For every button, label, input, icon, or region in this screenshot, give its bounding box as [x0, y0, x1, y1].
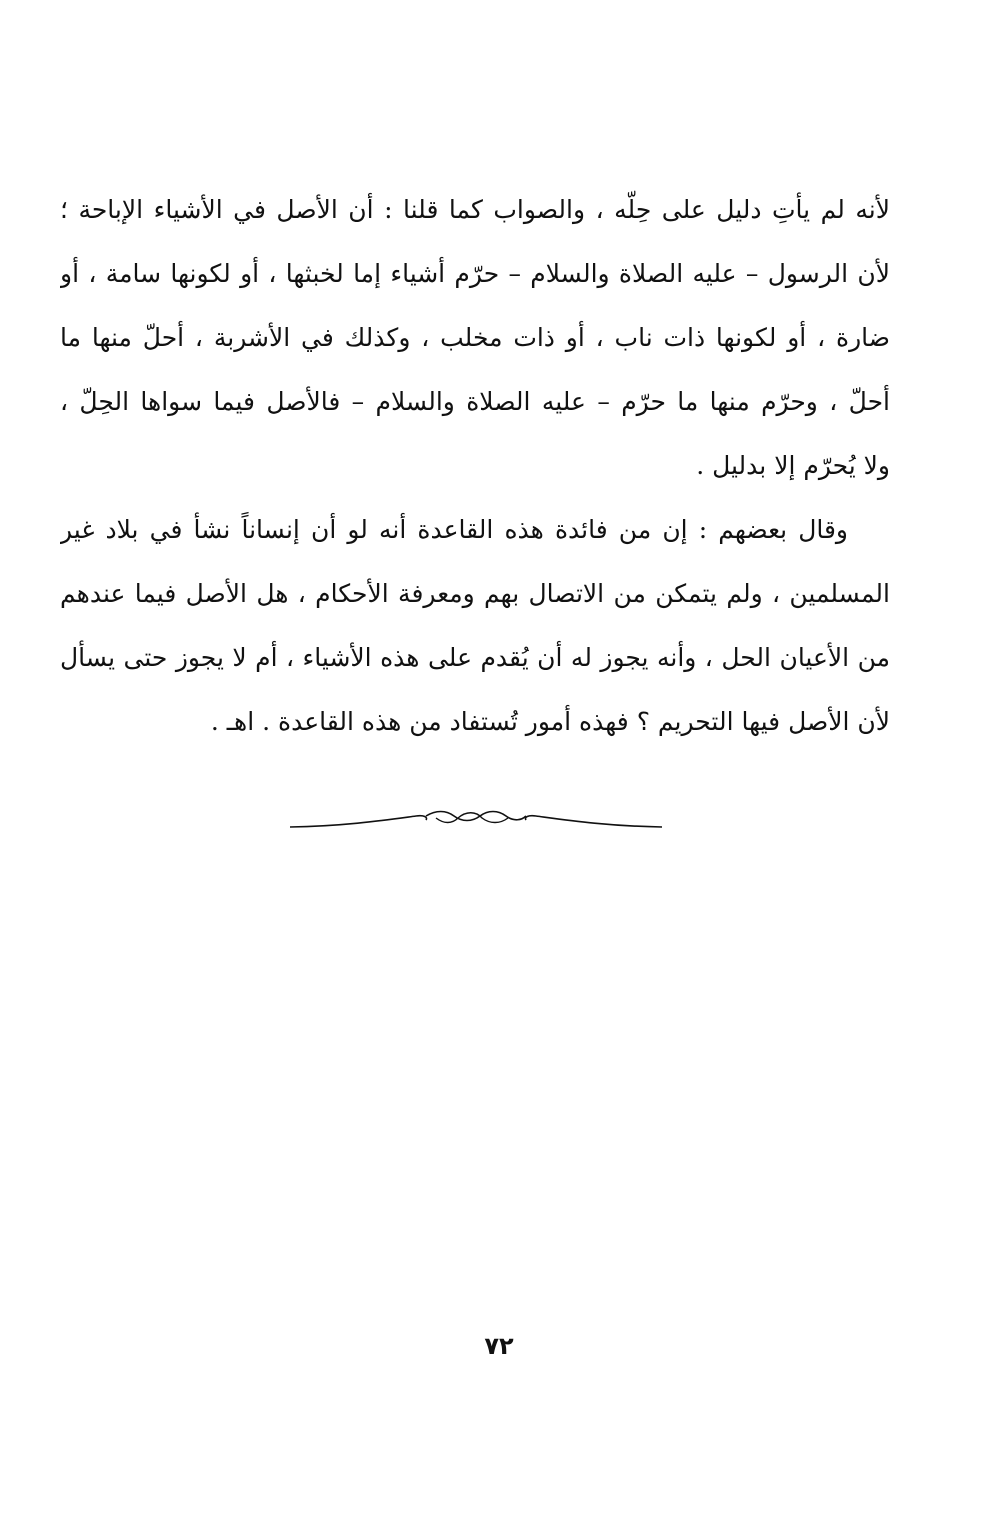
paragraph-line: لأن الرسول – عليه الصلاة والسلام – حرّم أشياء إما لخبثها ، أو لكونها سامة ، أو — [60, 259, 890, 288]
paragraph-line: لأنه لم يأتِ دليل على حِلّه ، والصواب كما قلنا : أن الأصل في الأشياء الإباحة ؛ — [60, 195, 890, 224]
paragraph-line: لأن الأصل فيها التحريم ؟ فهذه أمور تُستفاد من هذه القاعدة . اهـ . — [210, 707, 890, 736]
paragraph-line: المسلمين ، ولم يتمكن من الاتصال بهم ومعرفة الأحكام ، هل الأصل فيما عندهم — [60, 579, 890, 608]
page-number: ٧٢ — [484, 1332, 514, 1360]
paragraph-line: ولا يُحرّم إلا بدليل . — [696, 451, 890, 480]
flourish-divider-icon — [286, 800, 666, 840]
paragraph-line: من الأعيان الحل ، وأنه يجوز له أن يُقدم على هذه الأشياء ، أم لا يجوز حتى يسأل — [60, 643, 890, 672]
paragraph-line: ضارة ، أو لكونها ذات ناب ، أو ذات مخلب ، وكذلك في الأشربة ، أحلّ منها ما — [60, 323, 890, 352]
paragraph-line: أحلّ ، وحرّم منها ما حرّم – عليه الصلاة والسلام – فالأصل فيما سواها الحِلّ ، — [60, 387, 890, 416]
paragraph-1 — [60, 178, 890, 498]
paragraph-line: وقال بعضهم : إن من فائدة هذه القاعدة أنه لو أن إنساناً نشأ في بلاد غير — [60, 515, 848, 544]
paragraph-2 — [60, 498, 890, 754]
